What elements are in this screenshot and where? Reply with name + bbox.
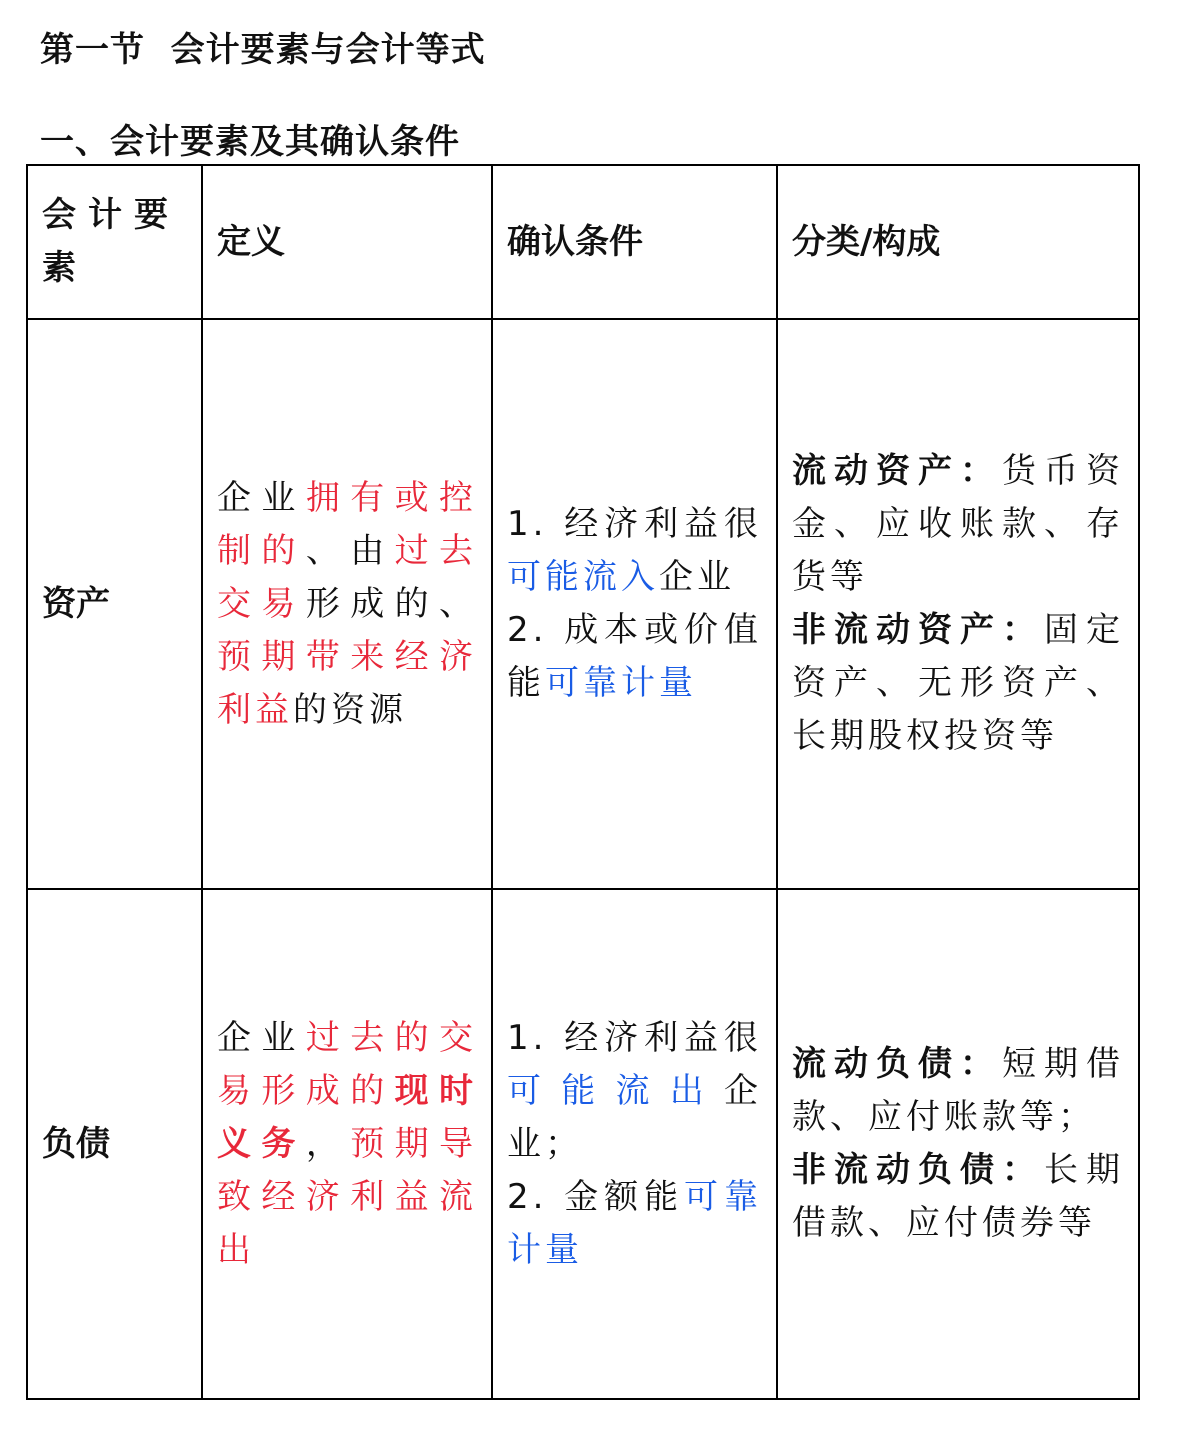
definition-text: 企业: [217, 477, 306, 518]
sub-title: 一、会计要素及其确认条件: [40, 122, 460, 162]
section-title: 第一节 会计要素与会计等式: [40, 30, 486, 70]
classification-label: 流动资产：: [792, 451, 1002, 491]
classification-label: 非流动负债：: [792, 1150, 1044, 1190]
classification-item: [792, 445, 1124, 604]
condition-text: 企业: [659, 557, 735, 597]
classification-liabilities: [777, 889, 1139, 1399]
classification-text: 长期借款、应付债券等: [792, 1150, 1124, 1243]
definition-text: 形成的、: [305, 583, 478, 624]
highlight-red-bold: 现时义务: [217, 1070, 478, 1164]
definition-text: 的资源: [293, 689, 407, 730]
highlight-blue: 可靠计量: [545, 663, 697, 703]
classification-assets: [777, 319, 1139, 889]
condition-text: 企业；: [507, 1070, 762, 1164]
highlight-red: 过去的交易形成的: [217, 1017, 478, 1111]
highlight-red: 预期带来经济利益: [217, 636, 477, 730]
classification-label: 非流动资产：: [792, 610, 1044, 650]
element-name-assets: 资产: [27, 319, 202, 889]
definition-text: ，: [305, 1123, 351, 1164]
condition-1: [507, 1012, 762, 1171]
header-classification: 分类/构成: [777, 165, 1139, 319]
table-row-liabilities: [27, 889, 1139, 1399]
definition-liabilities: [202, 889, 492, 1399]
highlight-blue: 可能流出: [507, 1070, 724, 1111]
conditions-liabilities: [492, 889, 777, 1399]
condition-text: 2. 成本或价值能: [507, 610, 762, 703]
highlight-red: 过去交易: [217, 530, 478, 624]
condition-2: [507, 1171, 762, 1277]
header-conditions: 确认条件: [492, 165, 777, 319]
classification-label: 流动负债：: [792, 1044, 1002, 1084]
definition-assets: [202, 319, 492, 889]
definition-text: 企业: [217, 1017, 306, 1058]
highlight-blue: 可能流入: [507, 557, 659, 597]
condition-2: [507, 604, 762, 710]
highlight-blue: 可靠计量: [507, 1176, 762, 1270]
classification-text: 货币资金、应收账款、存货等: [792, 451, 1124, 597]
classification-text: 固定资产、无形资产、长期股权投资等: [792, 610, 1124, 756]
condition-text: 1. 经济利益很: [507, 504, 762, 544]
classification-item: [792, 604, 1124, 763]
table-row-assets: [27, 319, 1139, 889]
element-name-liabilities: 负债: [27, 889, 202, 1399]
definition-text: 、由: [305, 530, 395, 571]
classification-item: [792, 1038, 1124, 1144]
classification-item: [792, 1144, 1124, 1250]
header-element: 会计要素: [27, 165, 202, 319]
highlight-red: 预期导致经济利益流出: [217, 1123, 478, 1270]
table-header-row: [27, 165, 1139, 319]
condition-1: [507, 498, 762, 604]
accounting-elements-table: [26, 164, 1140, 1400]
condition-text: 2. 金额能: [507, 1176, 685, 1217]
highlight-red: 拥有或控制的: [217, 477, 478, 571]
condition-text: 1. 经济利益很: [507, 1017, 762, 1058]
header-definition: 定义: [202, 165, 492, 319]
conditions-assets: [492, 319, 777, 889]
classification-text: 短期借款、应付账款等；: [792, 1044, 1124, 1137]
